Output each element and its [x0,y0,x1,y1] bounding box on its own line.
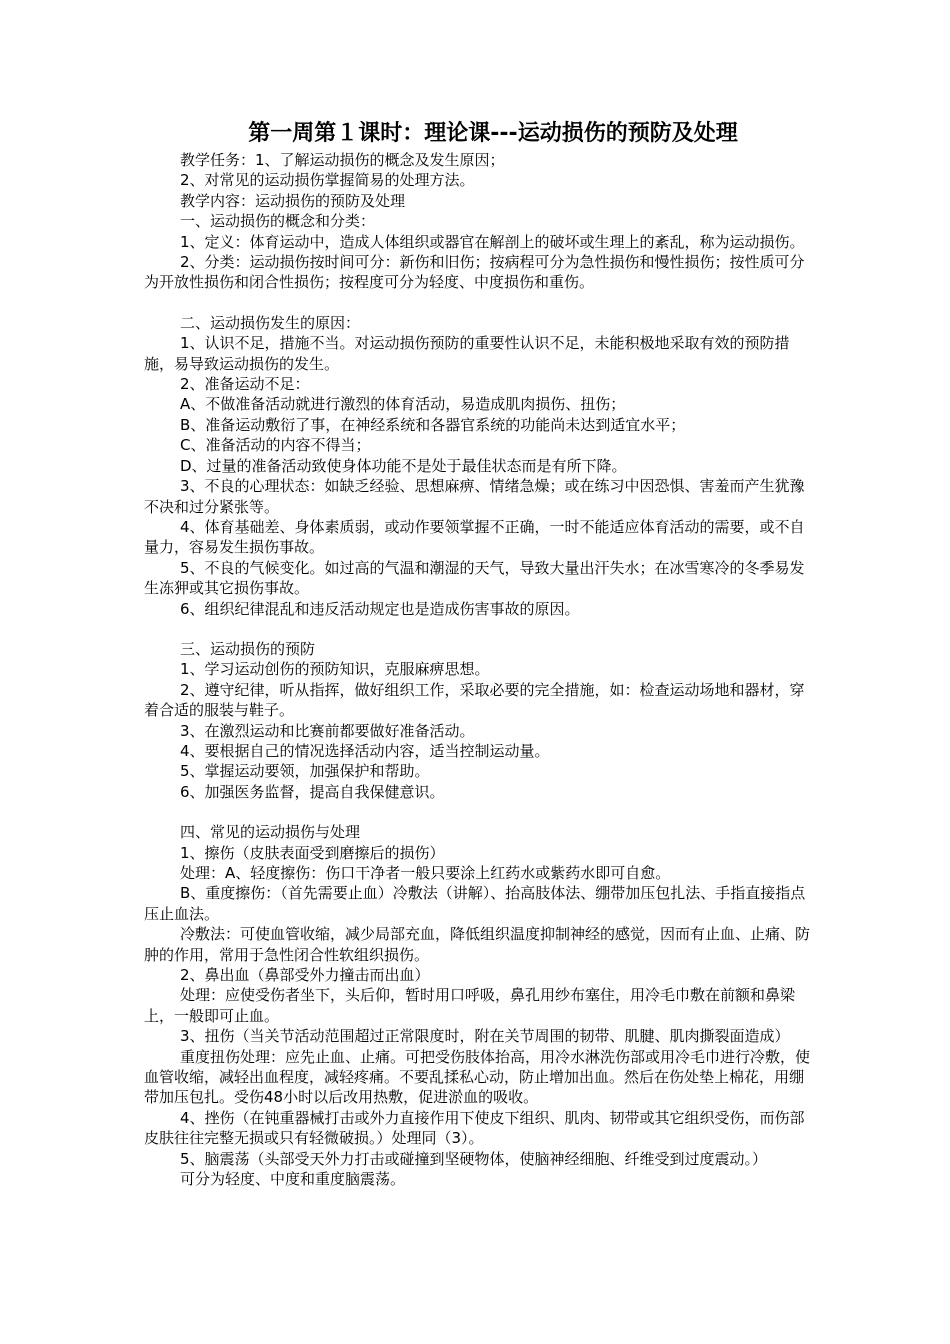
paragraph: 1、学习运动创伤的预防知识，克服麻痹思想。 [180,660,490,679]
section-heading: 四、常见的运动损伤与处理 [180,823,361,842]
document-title: 第一周第１课时：理论课---运动损伤的预防及处理 [248,121,738,146]
paragraph: 3、在激烈运动和比赛前都要做好准备活动。 [180,721,475,740]
paragraph: 可分为轻度、中度和重度脑震荡。 [180,1170,406,1189]
paragraph: 处理：A、轻度擦伤：伤口干净者一般只要涂上红药水或紫药水即可自愈。 [180,864,671,882]
paragraph: 2、准备运动不足： [180,375,310,394]
paragraph: 4、挫伤（在钝重器械打击或外力直接作用下使皮下组织、肌肉、韧带或其它组织受伤，而伤部皮肤往往完整无损或只有轻微破损。）处理同（3）。 [144,1108,805,1148]
section-heading: 三、运动损伤的预防 [180,639,316,658]
paragraph: 5、脑震荡（头部受天外力打击或碰撞到坚硬物体，使脑神经细胞、纤维受到过度震动。） [180,1149,768,1168]
paragraph: 3、不良的心理状态：如缺乏经验、思想麻痹、情绪急燥；或在练习中因恐惧、害羞而产生犹豫不决和过分紧张等。 [144,477,805,516]
blank-line [144,619,810,639]
blank-line [144,802,810,822]
paragraph: 教学任务：1、了解运动损伤的概念及发生原因； [180,151,505,169]
paragraph: 5、掌握运动要领，加强保护和帮助。 [180,762,430,781]
paragraph: 5、不良的气候变化。如过高的气温和潮湿的天气，导致大量出汗失水；在冰雪寒冷的冬季易发生冻狎或其它损伤事故。 [144,558,805,598]
paragraph: 冷敷法：可使血管收缩，减少局部充血，降低组织温度抑制神经的感觉，因而有止血、止痛、防肿的作用，常用于急性闭合性软组织损伤。 [144,925,811,964]
paragraph: 2、遵守纪律，听从指挥，做好组织工作，采取必要的完全措施，如：检查运动场地和器材，穿着合适的服装与鞋子。 [144,680,805,720]
paragraph: 处理：应使受伤者坐下，头后仰，暂时用口呼吸，鼻孔用纱布塞住，用冷毛巾敷在前额和鼻梁上，一般即可止血。 [144,986,796,1025]
paragraph: 2、对常见的运动损伤掌握简易的处理方法。 [180,171,475,190]
paragraph: 1、擦伤（皮肤表面受到磨擦后的损伤） [180,843,445,862]
blank-line [144,293,810,313]
paragraph: A、不做准备活动就进行激烈的体育活动，易造成肌肉损伤、扭伤； [180,395,626,414]
paragraph: 4、要根据自己的情况选择活动内容，适当控制运动量。 [180,741,550,760]
section-heading: 一、运动损伤的概念和分类： [180,212,376,231]
paragraph: 1、定义：体育运动中，造成人体组织或器官在解剖上的破坏或生理上的紊乱，称为运动损伤。 [180,232,805,251]
paragraph: 2、分类：运动损伤按时间可分：新伤和旧伤；按病程可分为急性损伤和慢性损伤；按性质可分为开放性损伤和闭合性损伤；按程度可分为轻度、中度损伤和重伤。 [144,253,805,292]
section-heading: 二、运动损伤发生的原因： [180,313,361,332]
paragraph: 2、鼻出血（鼻部受外力撞击而出血） [180,966,430,985]
paragraph: 重度扭伤处理：应先止血、止痛。可把受伤肢体抬高，用冷水淋洗伤部或用冷毛巾进行冷敷，使血管收缩，减轻出血程度，减轻疼痛。不要乱揉私心动，防止增加出血。然后在伤处垫上棉花，用绷带加压包扎。受伤48小时以后改用热敷，促进淤血的吸收。 [144,1047,811,1107]
paragraph: 4、体育基础差、身体素质弱，或动作要领掌握不正确，一时不能适应体育活动的需要，或不自量力，容易发生损伤事故。 [144,517,805,557]
paragraph: D、过量的准备活动致使身体功能不是处于最佳状态而是有所下降。 [180,456,627,475]
paragraph: 6、加强医务监督，提高自我保健意识。 [180,782,445,801]
paragraph: 3、扭伤（当关节活动范围超过正常限度时，附在关节周围的韧带、肌腱、肌肉撕裂面造成） [180,1027,790,1046]
paragraph: 1、认识不足，措施不当。对运动损伤预防的重要性认识不足，未能积极地采取有效的预防措施，易导致运动损伤的发生。 [144,334,790,373]
paragraph: 6、组织纪律混乱和违反活动规定也是造成伤害事故的原因。 [180,599,580,618]
document-body [144,150,810,1190]
paragraph: B、准备运动敷衍了事，在神经系统和各器官系统的功能尚未达到适宜水平； [180,415,686,434]
paragraph: 教学内容：运动损伤的预防及处理 [180,191,406,210]
paragraph: B、重度擦伤：（首先需要止血）冷敷法（讲解）、抬高肢体法、绷带加压包扎法、手指直接指点压止血法。 [144,884,806,923]
paragraph: C、准备活动的内容不得当； [180,436,371,455]
